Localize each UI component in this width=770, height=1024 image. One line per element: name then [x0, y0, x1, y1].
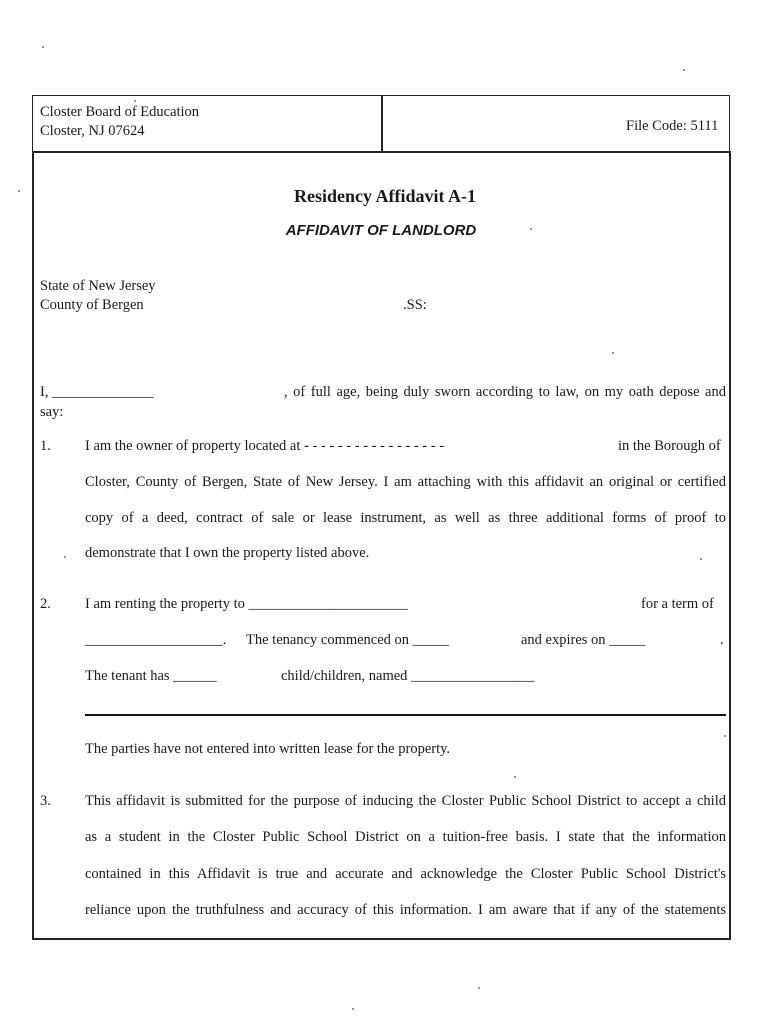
- scan-speck: [478, 987, 480, 989]
- section-2-line1-b: for a term of: [641, 596, 714, 612]
- section-1-line1-a: I am the owner of property located at - - - - - - - - - - - - - - - - -: [85, 438, 445, 454]
- header-divider: [381, 95, 383, 151]
- header-bottom-rule: [32, 151, 730, 153]
- say-text: say:: [40, 404, 64, 420]
- venue-ss: .SS:: [403, 297, 427, 313]
- scan-speck: [724, 735, 726, 737]
- section-3-number: 3.: [40, 793, 51, 809]
- page-border-bottom: [32, 938, 731, 940]
- scan-speck: [514, 776, 516, 778]
- venue-state: State of New Jersey: [40, 278, 156, 294]
- scan-speck: [352, 1008, 354, 1010]
- section-3-line2: as a student in the Closter Public School District on a tuition-free basis. I state that the information: [85, 829, 726, 845]
- section-2-note: The parties have not entered into written lease for the property.: [85, 741, 451, 757]
- section-3-line1: This affidavit is submitted for the purpose of inducing the Closter Public School District to accept a child: [85, 793, 726, 809]
- scan-speck: [42, 46, 44, 48]
- section-2-expires: and expires on _____: [521, 632, 646, 648]
- section-3-line3: contained in this Affidavit is true and accurate and acknowledge the Closter Public School District's: [85, 866, 726, 882]
- file-code: File Code: 5111: [626, 118, 719, 134]
- org-name: Closter Board of Education: [40, 104, 200, 120]
- section-1-line1-b: in the Borough of: [618, 438, 721, 454]
- section-2-period: .: [720, 632, 724, 648]
- scan-speck: [612, 352, 614, 354]
- page-border-left: [32, 151, 34, 938]
- affiant-name-blank: I, ______________: [40, 384, 154, 400]
- org-address: Closter, NJ 07624: [40, 123, 145, 139]
- section-1-number: 1.: [40, 438, 51, 454]
- oath-text: , of full age, being duly sworn according to law, on my oath depose and: [284, 384, 726, 400]
- section-2-term-blank: ___________________.: [85, 632, 227, 648]
- document-subtitle: AFFIDAVIT OF LANDLORD: [285, 222, 477, 239]
- section-2-commenced: The tenancy commenced on _____: [246, 632, 449, 648]
- section-2-children-named: child/children, named _________________: [281, 668, 535, 684]
- section-2-blank-rule: [85, 714, 726, 716]
- venue-county: County of Bergen: [40, 297, 144, 313]
- section-1-line3: copy of a deed, contract of sale or lease instrument, as well as three additional forms of proof to: [85, 510, 726, 526]
- section-2-line1-a: I am renting the property to ______________________: [85, 596, 408, 612]
- scan-speck: [700, 558, 702, 560]
- section-2-tenant-children: The tenant has ______: [85, 668, 217, 684]
- section-1-line2: Closter, County of Bergen, State of New Jersey. I am attaching with this affidavit an original or certified: [85, 474, 726, 490]
- section-3-line4: reliance upon the truthfulness and accuracy of this information. I am aware that if any of the statements: [85, 902, 726, 918]
- scan-speck: [683, 69, 685, 71]
- section-2-number: 2.: [40, 596, 51, 612]
- scan-speck: [64, 556, 66, 558]
- section-1-line4: demonstrate that I own the property listed above.: [85, 545, 370, 561]
- document-title: Residency Affidavit A-1: [294, 186, 476, 206]
- page-border-right: [729, 151, 731, 938]
